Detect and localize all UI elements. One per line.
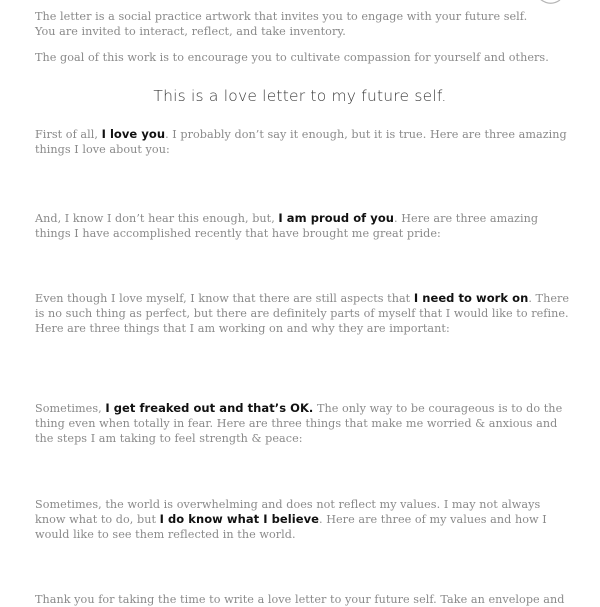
- section-freaked-out: [35, 401, 570, 446]
- section-text-after: . Here are three amazing things I have accomplished recently that have brought me great pride:: [35, 212, 539, 240]
- decorative-mark-icon: [538, 0, 562, 6]
- section-text-before: And, I know I don’t hear this enough, but,: [35, 212, 279, 225]
- section-text-after: . There is no such thing as perfect, but there are definitely parts of myself that I would like to refine. Here are three things that I am working on and why they are important:: [35, 292, 570, 335]
- section-text-after: . Here are three of my values and how I would like to see them reflected in the world.: [35, 513, 547, 541]
- section-text-before: Sometimes,: [35, 402, 106, 415]
- section-text-after: The only way to be courageous is to do the thing even when totally in fear. Here are three things that make me worried & anxious and the steps I am taking to feel strength & peace:: [35, 402, 563, 445]
- section-emphasis: I do know what I believe: [159, 512, 319, 526]
- section-emphasis: I get freaked out and that’s OK.: [105, 401, 314, 415]
- intro-line-2: You are invited to interact, reflect, and take inventory.: [35, 25, 346, 38]
- section-work-on: [35, 291, 570, 336]
- section-text-before: First of all,: [35, 128, 102, 141]
- section-text-before: Even though I love myself, I know that there are still aspects that: [35, 292, 414, 305]
- goal-paragraph: [35, 50, 570, 65]
- section-emphasis: I love you: [101, 127, 166, 141]
- intro-paragraph: [35, 9, 570, 39]
- section-love-you: [35, 127, 570, 157]
- goal-text: The goal of this work is to encourage you to cultivate compassion for yourself and others.: [35, 51, 549, 64]
- section-values: [35, 497, 570, 542]
- closing-text: Thank you for taking the time to write a love letter to your future self. Take an envelope and: [35, 593, 565, 606]
- section-emphasis: I am proud of you: [278, 211, 395, 225]
- section-proud-of-you: [35, 211, 570, 241]
- section-text-after: . I probably don’t say it enough, but it is true. Here are three amazing things I love about you:: [35, 128, 567, 156]
- section-emphasis: I need to work on: [413, 291, 529, 305]
- intro-line-1: The letter is a social practice artwork that invites you to engage with your future self.: [35, 10, 528, 23]
- page-title: This is a love letter to my future self.: [153, 87, 447, 105]
- section-text-before: Sometimes, the world is overwhelming and does not reflect my values. I may not always know what to do, but: [35, 498, 541, 526]
